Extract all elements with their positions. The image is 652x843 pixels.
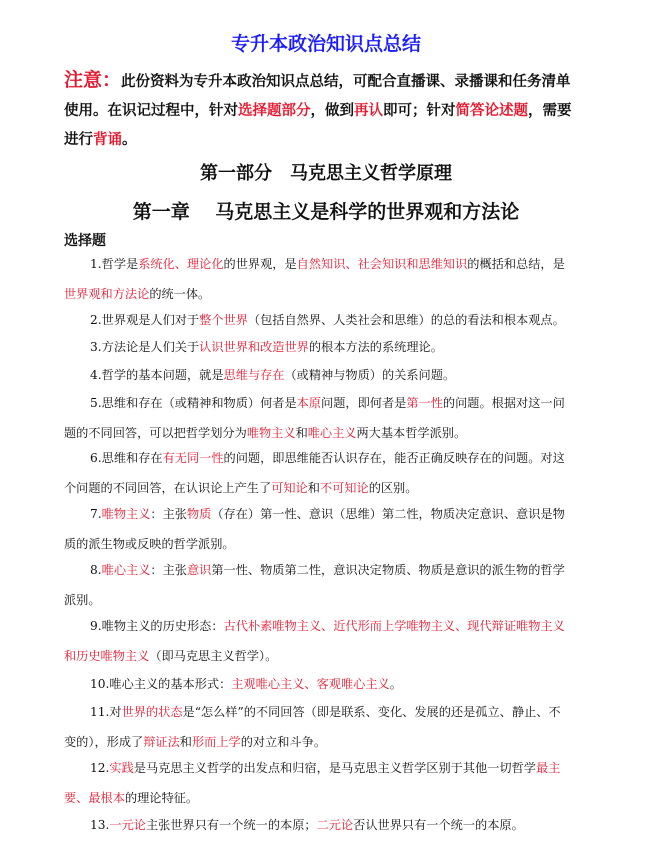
text-run: 的理论特征。 (124, 791, 199, 805)
emphasis-text: 形而上学 (191, 735, 241, 749)
text-run: 3.方法论是人们关于 (90, 340, 200, 354)
emphasis-text: 世界的状态 (121, 705, 183, 719)
text-run: 10.唯心主义的基本形式： (90, 677, 232, 691)
emphasis-text: 唯心主义 (307, 426, 357, 440)
emphasis-text: 第一性 (406, 396, 443, 410)
list-item (64, 669, 570, 699)
emphasis-text: 系统化、理论化 (138, 257, 224, 271)
emphasis-text: 整个世界 (199, 313, 248, 327)
text-run: 4.哲学的基本问题，就是 (90, 368, 224, 382)
text-run: 的世界观，是 (223, 257, 297, 271)
emphasis-text: 本原 (296, 396, 322, 410)
emphasis-text: 实践 (109, 761, 134, 775)
text-run: 是“怎么样”的不同回答（即是联系、变化、发展的还是孤立、静止、不变的），形成了 (64, 705, 561, 749)
emphasis-text: 背诵 (93, 132, 122, 148)
list-item (64, 611, 570, 671)
list-item (64, 388, 570, 448)
text-run: ：主张 (150, 507, 187, 521)
text-run: 和 (295, 426, 308, 440)
emphasis-text: 唯物主义 (246, 426, 296, 440)
emphasis-text: 辩证法 (143, 735, 180, 749)
emphasis-text: 主观唯心主义、客观唯心主义 (231, 677, 390, 691)
emphasis-text: 二元论 (316, 818, 354, 832)
text-run: 1.哲学是 (90, 257, 139, 271)
text-run: （即马克思主义哲学）。 (149, 649, 278, 663)
text-run: （或精神与物质）的关系问题。 (284, 368, 456, 382)
section-label: 选择题 (64, 233, 106, 249)
text-run: 6.思维和存在 (90, 451, 163, 465)
text-run: 的根本方法的系统理论。 (308, 340, 443, 354)
text-run: 两大基本哲学派别。 (356, 426, 467, 440)
notice-paragraph (64, 66, 580, 155)
text-run: 问题，即何者是 (321, 396, 407, 410)
text-run: 9.唯物主义的历史形态： (90, 619, 224, 633)
emphasis-text: 一元论 (109, 818, 146, 832)
emphasis-text: 唯心主义 (101, 563, 151, 577)
text-run: 13. (90, 818, 110, 832)
text-run: 和 (307, 481, 320, 495)
text-run: 第一性、物质第二性，意识决定物质、物质是意识的派生物的哲学派别。 (64, 563, 565, 607)
text-run: 。 (122, 132, 137, 148)
emphasis-text: 最主要、最根本 (64, 761, 561, 805)
text-run: 的问题，即思维能否认识存在，能否正确反映存在的问题。对这个问题的不同回答，在认识论上产生了 (64, 451, 565, 495)
list-item (64, 697, 570, 757)
text-run: 否认世界只有一个统一的本原。 (353, 818, 524, 832)
emphasis-text: 注意： (64, 69, 122, 91)
emphasis-text: 再认 (354, 103, 383, 119)
text-run: 5.思维和存在（或精神和物质）何者是 (90, 396, 297, 410)
list-item (64, 753, 570, 813)
emphasis-text: 意识 (186, 563, 212, 577)
text-run: 和 (179, 735, 192, 749)
text-run: （存在）第一性、意识（思维）第二性，物质决定意识、意识是物质的派生物或反映的哲学派别。 (64, 507, 565, 551)
text-run: 是马克思主义哲学的出发点和归宿，是马克思主义哲学区别于其他一切哲学 (133, 761, 536, 775)
text-run: 的对立和斗争。 (240, 735, 327, 749)
list-item (64, 332, 570, 362)
list-item (64, 443, 570, 503)
emphasis-text: 选择题部分 (238, 103, 311, 119)
emphasis-text: 简答论述题 (455, 103, 528, 119)
list-item (64, 810, 570, 840)
text-run: 的问题。根据对这一问题的不同回答，可以把哲学划分为 (64, 396, 565, 440)
part-heading: 第一部分 马克思主义哲学原理 (200, 163, 452, 184)
list-item (64, 499, 570, 559)
text-run: 的概括和总结，是 (467, 257, 565, 271)
emphasis-text: 物质 (186, 507, 212, 521)
text-run: 。 (389, 677, 402, 691)
text-run: ，需要进行 (64, 103, 572, 148)
list-item (64, 249, 570, 309)
emphasis-text: 唯物主义 (101, 507, 151, 521)
list-item (64, 360, 570, 390)
document-title: 专升本政治知识点总结 (230, 33, 421, 55)
text-run: 的区别。 (368, 481, 418, 495)
emphasis-text: 古代朴素唯物主义、近代形而上学唯物主义、现代辩证唯物主义和历史唯物主义 (64, 619, 565, 663)
text-run: 的统一体。 (149, 287, 211, 301)
emphasis-text: 有无同一性 (162, 451, 224, 465)
text-run: 主张世界只有一个统一的本原； (145, 818, 317, 832)
text-run: 11.对 (90, 705, 122, 719)
text-run: 8. (90, 563, 102, 577)
list-item (64, 305, 570, 335)
emphasis-text: 可知论 (271, 481, 308, 495)
emphasis-text: 不可知论 (319, 481, 369, 495)
emphasis-text: 思维与存在 (223, 368, 285, 382)
emphasis-text: 世界观和方法论 (64, 287, 150, 301)
text-run: 即可；针对 (383, 103, 456, 119)
emphasis-text: 认识世界和改造世界 (199, 340, 309, 354)
text-run: （包括自然界、人类社会和思维）的总的看法和根本观点。 (247, 313, 565, 327)
text-run: 2.世界观是人们对于 (90, 313, 200, 327)
list-item (64, 555, 570, 615)
text-run: 此份资料为专升本政治知识点总结，可配合直播课、录播课和任务清单使用。在识记过程中，针对 (64, 74, 571, 119)
chapter-heading: 第一章 马克思主义是科学的世界观和方法论 (132, 201, 520, 223)
text-run: 7. (90, 507, 102, 521)
emphasis-text: 自然知识、社会知识和思维知识 (296, 257, 468, 271)
text-run: ，做到 (310, 103, 354, 119)
text-run: 12. (90, 761, 110, 775)
text-run: ：主张 (150, 563, 187, 577)
